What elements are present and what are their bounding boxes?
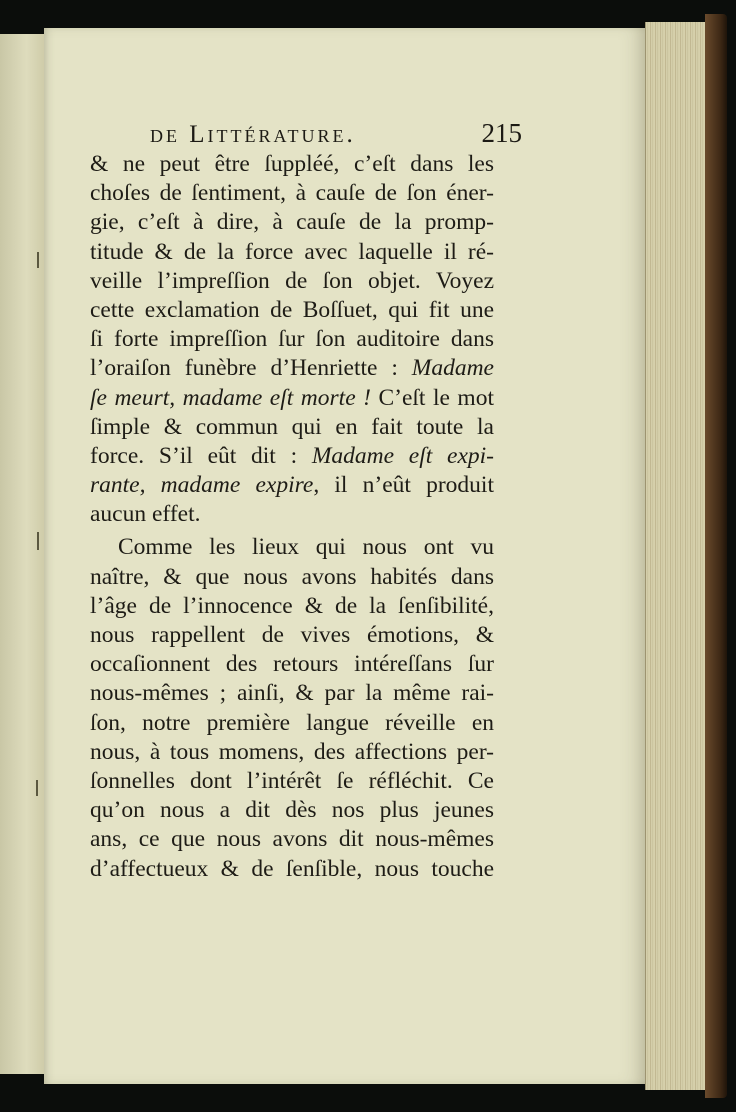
text-line: nous-mêmes ; ainſi, & par la même rai- xyxy=(90,680,494,707)
text-line: gie, c’eſt à dire, à cauſe de la promp- xyxy=(90,209,494,236)
margin-mark xyxy=(37,252,39,268)
text-line: d’affectueux & de ſenſible, nous touche xyxy=(90,855,494,882)
text-line: ſon, notre première langue réveille en xyxy=(90,709,494,736)
text-line: ſe meurt, madame eſt morte ! C’eſt le mot xyxy=(90,384,494,411)
text-line: ſonnelles dont l’intérêt ſe réfléchit. Ce xyxy=(90,767,494,794)
text-line: nous rappellent de vives émotions, & xyxy=(90,622,494,648)
text-line: l’âge de l’innocence & de la ſenſibilité, xyxy=(90,592,494,619)
text-line: ſi forte impreſſion ſur ſon auditoire dans xyxy=(90,326,494,353)
running-title: de Littérature. xyxy=(150,121,356,148)
text-line: naître, & que nous avons habités dans xyxy=(90,563,494,590)
text-line: & ne peut être ſuppléé, c’eſt dans les xyxy=(90,151,494,177)
text-line: titude & de la force avec laquelle il ré- xyxy=(90,238,494,265)
text-line: ſimple & commun qui en fait toute la xyxy=(90,413,494,440)
text-line: rante, madame expire, il n’eût produit xyxy=(90,472,494,499)
text-line: occaſionnent des retours intéreſſans ſur xyxy=(90,651,494,678)
page-edges xyxy=(645,22,710,1090)
running-header xyxy=(150,118,522,149)
text-line: ans, ce que nous avons dit nous-mêmes xyxy=(90,826,494,853)
text-line: Comme les lieux qui nous ont vu xyxy=(118,534,494,561)
text-line: cette exclamation de Boſſuet, qui fit une xyxy=(90,296,494,323)
margin-mark xyxy=(37,532,39,550)
body-text xyxy=(90,150,494,884)
text-line: choſes de ſentiment, à cauſe de ſon éner- xyxy=(90,180,494,207)
text-line: veille l’impreſſion de ſon objet. Voyez xyxy=(90,267,494,294)
text-line: aucun effet. xyxy=(90,501,201,528)
page-number: 215 xyxy=(481,118,522,148)
facing-page-edge xyxy=(0,34,46,1074)
text-line: l’oraiſon funèbre d’Henriette : Madame xyxy=(90,355,494,382)
margin-mark xyxy=(36,780,38,796)
text-line: force. S’il eût dit : Madame eſt expi- xyxy=(90,442,495,469)
book-cover xyxy=(705,14,727,1098)
text-line: nous, à tous momens, des affections per- xyxy=(90,738,494,765)
text-line: qu’on nous a dit dès nos plus jeunes xyxy=(90,797,494,824)
